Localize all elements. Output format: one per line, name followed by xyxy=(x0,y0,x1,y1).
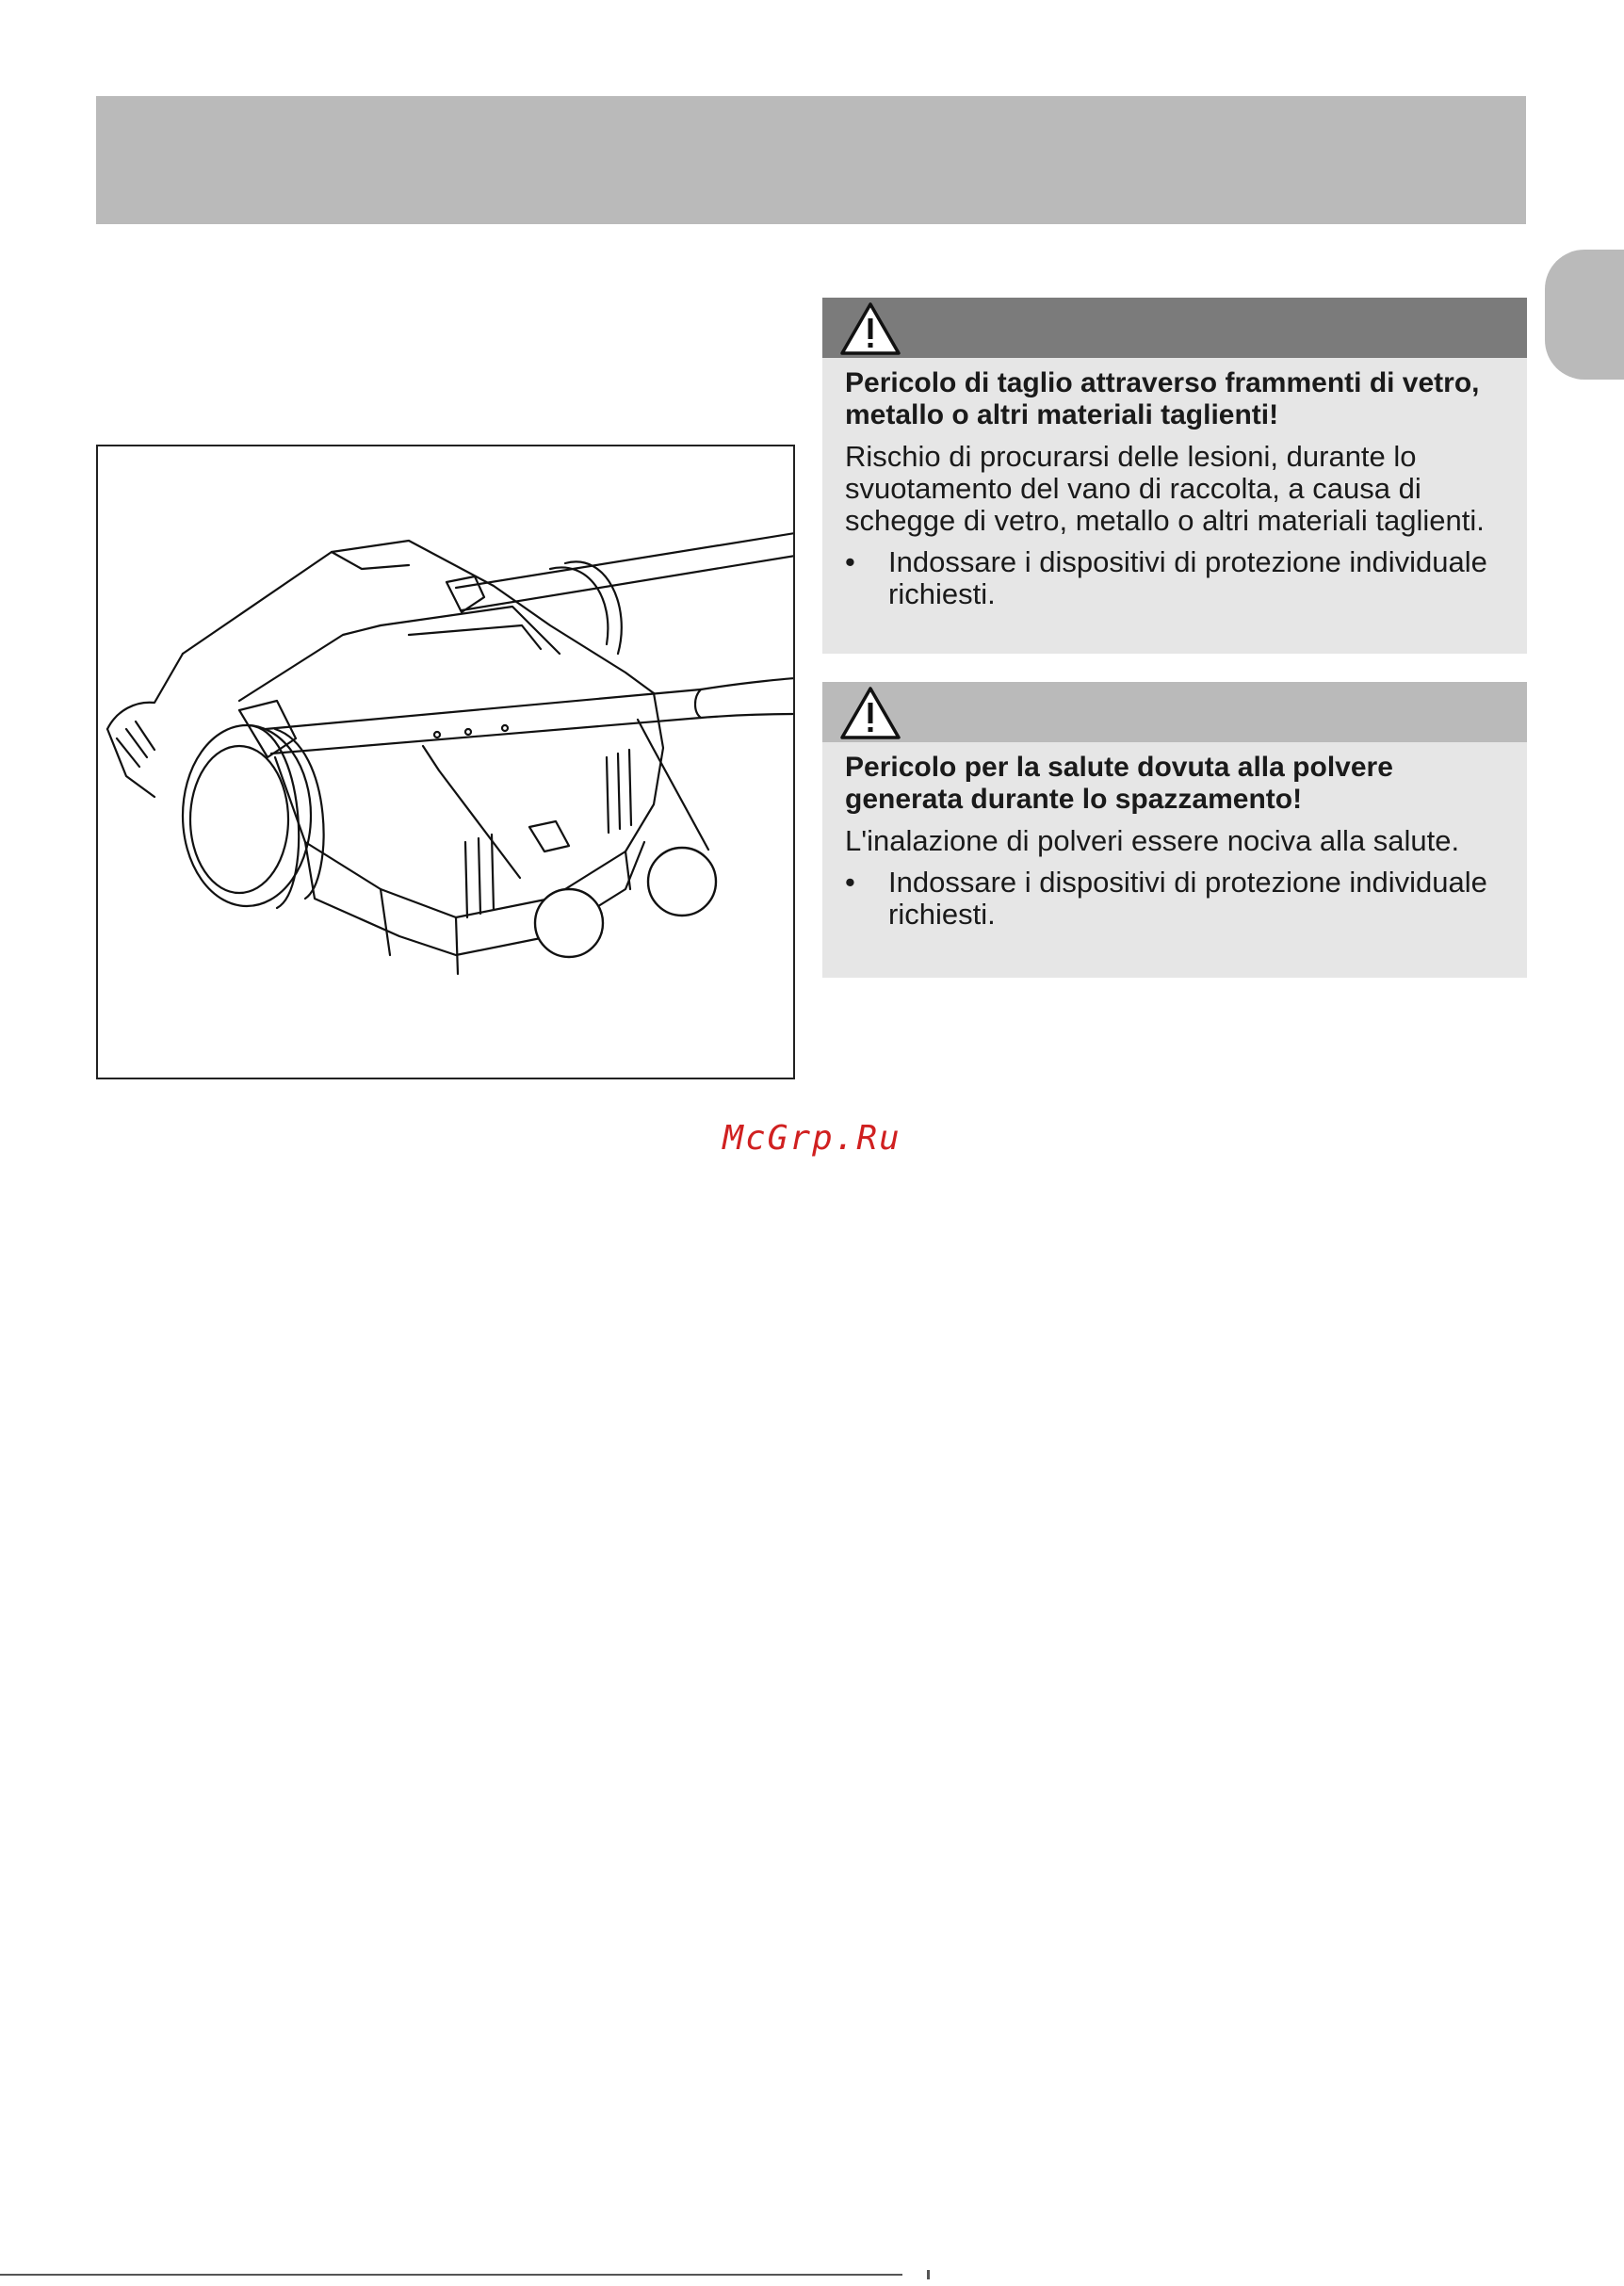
warning-triangle-icon xyxy=(839,301,901,356)
page-header-bar xyxy=(96,96,1526,224)
warning-title: Pericolo di taglio attraverso frammenti di vetro, metallo o altri materiali taglienti! xyxy=(845,367,1480,430)
sweeper-illustration xyxy=(96,445,795,1079)
chapter-side-tab xyxy=(1545,250,1624,380)
warning-box-dust-hazard xyxy=(822,682,1527,978)
warning-text: Rischio di procurarsi delle lesioni, durante lo svuotamento del vano di raccolta, a causa di schegge di vetro, metallo o altri materiali taglienti. xyxy=(845,440,1485,537)
warning-text: L'inalazione di polveri essere nociva alla salute. xyxy=(845,824,1460,857)
footer-rule xyxy=(0,2274,902,2276)
warning-instruction-text: Indossare i dispositivi di protezione individuale richiesti. xyxy=(888,545,1487,610)
callout-circle xyxy=(535,889,603,957)
warning-title: Pericolo per la salute dovuta alla polvere generata durante lo spazzamento! xyxy=(845,752,1393,815)
warning-box-cut-hazard xyxy=(822,298,1527,654)
bullet-mark: • xyxy=(845,545,855,578)
footer-tick xyxy=(927,2270,930,2279)
callout-circle xyxy=(648,848,716,916)
warning-instruction xyxy=(845,546,1504,610)
bullet-mark: • xyxy=(845,866,855,899)
sweeper-drawing xyxy=(98,446,795,1079)
warning-header xyxy=(822,298,1527,358)
warning-header xyxy=(822,682,1527,742)
warning-instruction-text: Indossare i dispositivi di protezione individuale richiesti. xyxy=(888,866,1487,931)
watermark-text[interactable]: McGrp.Ru xyxy=(723,1119,901,1158)
warning-instruction xyxy=(845,867,1504,931)
warning-triangle-icon xyxy=(839,686,901,740)
